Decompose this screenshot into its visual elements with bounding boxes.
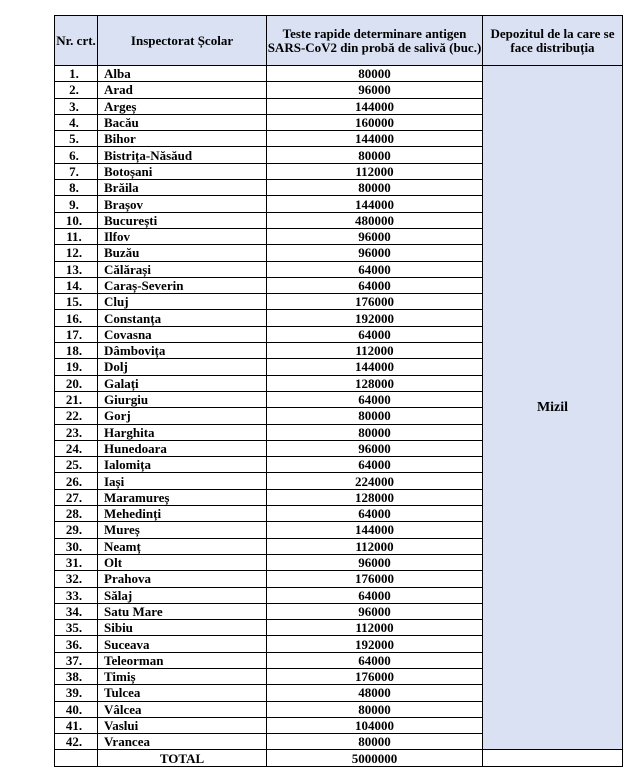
distribution-table <box>54 15 623 767</box>
test-quantity: 112000 <box>267 343 483 359</box>
row-number: 37. <box>55 652 98 668</box>
inspectorat-name: Prahova <box>98 571 267 587</box>
inspectorat-name: Bihor <box>98 131 267 147</box>
test-quantity: 144000 <box>267 196 483 212</box>
total-quantity: 5000000 <box>267 750 483 767</box>
test-quantity: 80000 <box>267 66 483 82</box>
test-quantity: 48000 <box>267 685 483 701</box>
inspectorat-name: Maramureș <box>98 489 267 505</box>
inspectorat-name: Mureș <box>98 522 267 538</box>
test-quantity: 144000 <box>267 98 483 114</box>
test-quantity: 128000 <box>267 489 483 505</box>
inspectorat-name: Harghita <box>98 424 267 440</box>
total-row <box>55 750 623 767</box>
row-number: 1. <box>55 66 98 82</box>
row-number: 2. <box>55 82 98 98</box>
test-quantity: 96000 <box>267 82 483 98</box>
row-number: 6. <box>55 147 98 163</box>
test-quantity: 96000 <box>267 603 483 619</box>
row-number: 10. <box>55 212 98 228</box>
inspectorat-name: Sibiu <box>98 620 267 636</box>
test-quantity: 192000 <box>267 636 483 652</box>
row-number: 14. <box>55 277 98 293</box>
test-quantity: 64000 <box>267 326 483 342</box>
inspectorat-name: Olt <box>98 554 267 570</box>
row-number: 24. <box>55 440 98 456</box>
inspectorat-name: Neamț <box>98 538 267 554</box>
row-number: 16. <box>55 310 98 326</box>
inspectorat-name: Alba <box>98 66 267 82</box>
test-quantity: 80000 <box>267 147 483 163</box>
total-label: TOTAL <box>98 750 267 767</box>
inspectorat-name: Satu Mare <box>98 603 267 619</box>
test-quantity: 96000 <box>267 440 483 456</box>
row-number: 38. <box>55 668 98 684</box>
header-row <box>55 16 623 66</box>
test-quantity: 64000 <box>267 652 483 668</box>
inspectorat-name: Ilfov <box>98 228 267 244</box>
total-empty-cell <box>55 750 98 767</box>
row-number: 23. <box>55 424 98 440</box>
inspectorat-name: Brăila <box>98 180 267 196</box>
table-body <box>55 66 623 767</box>
row-number: 31. <box>55 554 98 570</box>
test-quantity: 64000 <box>267 457 483 473</box>
test-quantity: 80000 <box>267 408 483 424</box>
test-quantity: 176000 <box>267 668 483 684</box>
inspectorat-name: Gorj <box>98 408 267 424</box>
inspectorat-name: Vâlcea <box>98 701 267 717</box>
test-quantity: 80000 <box>267 701 483 717</box>
inspectorat-name: Tulcea <box>98 685 267 701</box>
header-nr: Nr. crt. <box>55 16 98 66</box>
row-number: 13. <box>55 261 98 277</box>
test-quantity: 96000 <box>267 554 483 570</box>
inspectorat-name: Bacău <box>98 114 267 130</box>
row-number: 22. <box>55 408 98 424</box>
inspectorat-name: Constanța <box>98 310 267 326</box>
row-number: 28. <box>55 506 98 522</box>
inspectorat-name: Călărași <box>98 261 267 277</box>
row-number: 41. <box>55 717 98 733</box>
inspectorat-name: Mehedinți <box>98 506 267 522</box>
test-quantity: 64000 <box>267 506 483 522</box>
inspectorat-name: Argeș <box>98 98 267 114</box>
row-number: 12. <box>55 245 98 261</box>
inspectorat-name: Hunedoara <box>98 440 267 456</box>
depot-name: Mizil <box>483 66 623 750</box>
test-quantity: 176000 <box>267 571 483 587</box>
test-quantity: 64000 <box>267 261 483 277</box>
inspectorat-name: Botoșani <box>98 163 267 179</box>
row-number: 19. <box>55 359 98 375</box>
total-depot-cell <box>483 750 623 767</box>
row-number: 40. <box>55 701 98 717</box>
row-number: 25. <box>55 457 98 473</box>
inspectorat-name: Covasna <box>98 326 267 342</box>
inspectorat-name: Ialomița <box>98 457 267 473</box>
inspectorat-name: Vrancea <box>98 734 267 750</box>
row-number: 17. <box>55 326 98 342</box>
test-quantity: 104000 <box>267 717 483 733</box>
test-quantity: 64000 <box>267 587 483 603</box>
row-number: 3. <box>55 98 98 114</box>
test-quantity: 80000 <box>267 424 483 440</box>
row-number: 21. <box>55 391 98 407</box>
test-quantity: 192000 <box>267 310 483 326</box>
test-quantity: 112000 <box>267 620 483 636</box>
test-quantity: 96000 <box>267 228 483 244</box>
test-quantity: 112000 <box>267 538 483 554</box>
row-number: 8. <box>55 180 98 196</box>
header-depozit: Depozitul de la care se face distribuția <box>483 16 623 66</box>
test-quantity: 224000 <box>267 473 483 489</box>
inspectorat-name: Teleorman <box>98 652 267 668</box>
test-quantity: 144000 <box>267 131 483 147</box>
inspectorat-name: Buzău <box>98 245 267 261</box>
test-quantity: 112000 <box>267 163 483 179</box>
row-number: 20. <box>55 375 98 391</box>
row-number: 33. <box>55 587 98 603</box>
inspectorat-name: Bistrița-Năsăud <box>98 147 267 163</box>
inspectorat-name: Giurgiu <box>98 391 267 407</box>
row-number: 7. <box>55 163 98 179</box>
inspectorat-name: Suceava <box>98 636 267 652</box>
header-inspectorat: Inspectorat Școlar <box>98 16 267 66</box>
test-quantity: 144000 <box>267 522 483 538</box>
row-number: 32. <box>55 571 98 587</box>
row-number: 18. <box>55 343 98 359</box>
row-number: 11. <box>55 228 98 244</box>
inspectorat-name: Iași <box>98 473 267 489</box>
inspectorat-name: Vaslui <box>98 717 267 733</box>
test-quantity: 96000 <box>267 245 483 261</box>
row-number: 42. <box>55 734 98 750</box>
row-number: 30. <box>55 538 98 554</box>
row-number: 15. <box>55 294 98 310</box>
row-number: 36. <box>55 636 98 652</box>
test-quantity: 128000 <box>267 375 483 391</box>
inspectorat-name: Arad <box>98 82 267 98</box>
test-quantity: 64000 <box>267 277 483 293</box>
test-quantity: 80000 <box>267 180 483 196</box>
inspectorat-name: Dolj <box>98 359 267 375</box>
row-number: 27. <box>55 489 98 505</box>
row-number: 34. <box>55 603 98 619</box>
inspectorat-name: Galați <box>98 375 267 391</box>
row-number: 29. <box>55 522 98 538</box>
row-number: 35. <box>55 620 98 636</box>
row-number: 39. <box>55 685 98 701</box>
row-number: 26. <box>55 473 98 489</box>
row-number: 5. <box>55 131 98 147</box>
inspectorat-name: Brașov <box>98 196 267 212</box>
table-row <box>55 66 623 82</box>
test-quantity: 144000 <box>267 359 483 375</box>
inspectorat-name: Timiș <box>98 668 267 684</box>
row-number: 4. <box>55 114 98 130</box>
inspectorat-name: Dâmbovița <box>98 343 267 359</box>
test-quantity: 160000 <box>267 114 483 130</box>
inspectorat-name: Caraș-Severin <box>98 277 267 293</box>
test-quantity: 80000 <box>267 734 483 750</box>
inspectorat-name: Sălaj <box>98 587 267 603</box>
row-number: 9. <box>55 196 98 212</box>
test-quantity: 176000 <box>267 294 483 310</box>
test-quantity: 480000 <box>267 212 483 228</box>
inspectorat-name: Cluj <box>98 294 267 310</box>
inspectorat-name: București <box>98 212 267 228</box>
header-teste: Teste rapide determinare antigen SARS-CoV2 din probă de salivă (buc.) <box>267 16 483 66</box>
test-quantity: 64000 <box>267 391 483 407</box>
